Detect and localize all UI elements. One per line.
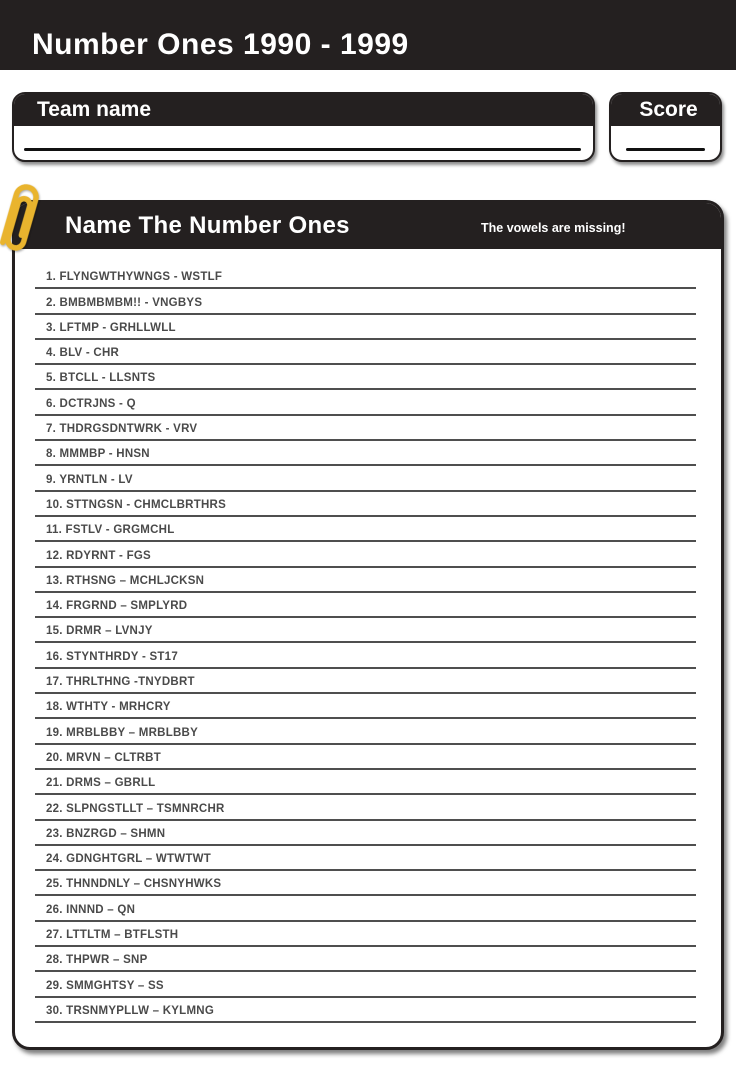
quiz-list [15, 249, 721, 1023]
quiz-item-text: 25. THNNDNLY – CHSNYHWKS [46, 878, 222, 891]
quiz-item-text: 11. FSTLV - GRGMCHL [46, 524, 175, 537]
quiz-title: Name The Number Ones [65, 212, 350, 239]
quiz-item-text: 24. GDNGHTGRL – WTWTWT [46, 853, 212, 866]
quiz-item-text: 13. RTHSNG – MCHLJCKSN [46, 574, 205, 587]
list-item [35, 871, 696, 896]
quiz-panel-header [15, 203, 721, 249]
quiz-item-text: 17. THRLTHNG -TNYDBRT [46, 676, 195, 689]
list-item [35, 289, 696, 314]
quiz-item-text: 21. DRMS – GBRLL [46, 777, 156, 790]
list-item [35, 643, 696, 668]
quiz-item-text: 22. SLPNGSTLLT – TSMNRCHR [46, 802, 225, 815]
quiz-item-text: 2. BMBMBMBM!! - VNGBYS [46, 296, 203, 309]
page-header [0, 0, 736, 70]
quiz-item-text: 19. MRBLBBY – MRBLBBY [46, 726, 198, 739]
score-label: Score [611, 94, 720, 126]
page-title: Number Ones 1990 - 1999 [32, 28, 409, 61]
quiz-item-text: 27. LTTLTM – BTFLSTH [46, 929, 179, 942]
quiz-item-text: 29. SMMGHTSY – SS [46, 979, 164, 992]
list-item [35, 770, 696, 795]
team-name-answer-line [24, 148, 581, 151]
list-item [35, 542, 696, 567]
list-item [35, 365, 696, 390]
quiz-panel [12, 200, 724, 1050]
quiz-item-text: 10. STTNGSN - CHMCLBRTHRS [46, 498, 227, 511]
list-item [35, 821, 696, 846]
list-item [35, 618, 696, 643]
quiz-hint: The vowels are missing! [481, 221, 626, 235]
quiz-item-text: 1. FLYNGWTHYWNGS - WSTLF [46, 271, 223, 284]
list-item [35, 466, 696, 491]
list-item [35, 669, 696, 694]
quiz-item-text: 4. BLV - CHR [46, 347, 120, 360]
quiz-item-text: 6. DCTRJNS - Q [46, 397, 136, 410]
list-item [35, 896, 696, 921]
quiz-item-text: 3. LFTMP - GRHLLWLL [46, 321, 176, 334]
quiz-item-text: 7. THDRGSDNTWRK - VRV [46, 423, 198, 436]
list-item [35, 340, 696, 365]
list-item [35, 492, 696, 517]
quiz-item-text: 16. STYNTHRDY - ST17 [46, 650, 178, 663]
list-item [35, 390, 696, 415]
team-name-box [12, 92, 595, 162]
quiz-item-text: 23. BNZRGD – SHMN [46, 827, 166, 840]
quiz-item-text: 28. THPWR – SNP [46, 954, 148, 967]
quiz-item-text: 26. INNND – QN [46, 903, 136, 916]
list-item [35, 795, 696, 820]
list-item [35, 922, 696, 947]
list-item [35, 846, 696, 871]
list-item [35, 719, 696, 744]
list-item [35, 315, 696, 340]
quiz-item-text: 12. RDYRNT - FGS [46, 549, 151, 562]
quiz-item-text: 14. FRGRND – SMPLYRD [46, 600, 188, 613]
list-item [35, 947, 696, 972]
list-item [35, 745, 696, 770]
quiz-item-text: 20. MRVN – CLTRBT [46, 751, 162, 764]
quiz-item-text: 15. DRMR – LVNJY [46, 625, 153, 638]
score-box [609, 92, 722, 162]
quiz-item-text: 5. BTCLL - LLSNTS [46, 372, 156, 385]
list-item [35, 441, 696, 466]
list-item [35, 972, 696, 997]
quiz-item-text: 8. MMMBP - HNSN [46, 448, 150, 461]
team-name-label: Team name [14, 94, 593, 126]
list-item [35, 264, 696, 289]
quiz-item-text: 30. TRSNMYPLLW – KYLMNG [46, 1004, 215, 1017]
score-answer-line [626, 148, 705, 151]
list-item [35, 517, 696, 542]
list-item [35, 568, 696, 593]
list-item [35, 694, 696, 719]
list-item [35, 593, 696, 618]
quiz-item-text: 9. YRNTLN - LV [46, 473, 133, 486]
quiz-item-text: 18. WTHTY - MRHCRY [46, 701, 171, 714]
list-item [35, 998, 696, 1023]
list-item [35, 416, 696, 441]
